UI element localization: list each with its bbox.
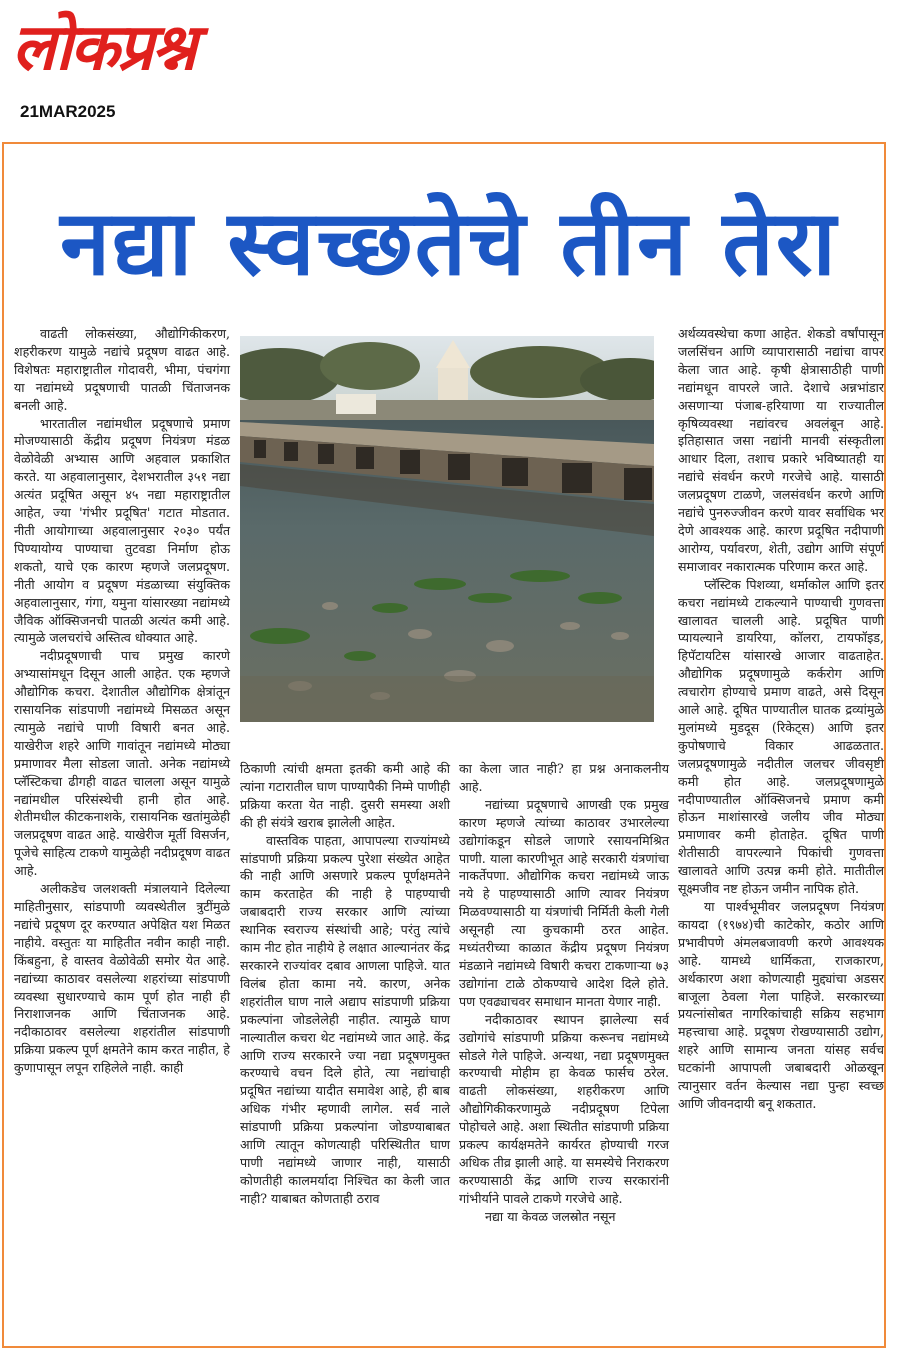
- masthead-title: लोकप्रश्न: [12, 11, 195, 85]
- paragraph: या पार्श्वभूमीवर जलप्रदूषण नियंत्रण कायदा (१९७४)ची काटेकोर, कठोर आणि प्रभावीपणे अंमलबजावणी करणे आवश्यक आहे. यामध्ये धार्मिकता, राजकारण, अर्थकारण अशा कोणत्याही मुद्द्यांचा अडसर बाजूला ठेवला गेला पाहिजे. सरकारच्या प्रयत्नांसोबत नागरिकांचाही सक्रिय सहभाग महत्त्वाचा आहे. प्रदूषण रोखण्यासाठी उद्योग, शहरे आणि सामान्य जनता यांसह सर्वच घटकांनी आपापली जबाबदारी ओळखून त्यानुसार वर्तन केल्यास नद्या पुन्हा स्वच्छ आणि जीवनदायी बनू शकतात.: [678, 899, 884, 1111]
- article-column-4: [678, 325, 884, 1340]
- article-column-1: [14, 325, 230, 1340]
- paragraph: प्लॅस्टिक पिशव्या, थर्माकोल आणि इतर कचरा नद्यांमध्ये टाकल्याने पाण्याची गुणवत्ता खालावत चालली आहे. प्रदूषित पाणी प्यायल्याने डायरिया, कॉलरा, टायफॉइड, हिपॅटायटिस यांसारखे आजार वाढताहेत. औद्योगिक प्रदूषणामुळे कर्करोग आणि त्वचारोग होण्याचे प्रमाण वाढते, असे दिसून आले आहे. दूषित पाण्यातील घातक द्रव्यांमुळे मुलांमध्ये मुडदूस (रिकेट्स) आणि इतर कुपोषणाचे विकार आढळतात. जलप्रदूषणामुळे नदीतील जलचर जीवसृष्टी कमी होत आहे. जलप्रदूषणामुळे नदीपाण्यातील ऑक्सिजनचे प्रमाण कमी होऊन माशांसारखे जलीय जीव मोठ्या प्रमाणावर कमी होताहेत. दूषित पाणी शेतीसाठी वापरल्याने पिकांची गुणवत्ता खालावते आणि उत्पन्न कमी होते. मातीतील सूक्ष्मजीव नष्ट होऊन जमीन नापिक होते.: [678, 576, 884, 897]
- article-column-2: [240, 760, 450, 1340]
- masthead-logo: [8, 4, 298, 104]
- paragraph: ठिकाणी त्यांची क्षमता इतकी कमी आहे की त्यांना गटारातील घाण पाण्यापैकी निम्मे पाणीही प्रक्रिया करता येत नाही. दुसरी समस्या अशी की ही संयंत्रे खराब झालेली आहेत.: [240, 761, 450, 830]
- paragraph: नद्यांच्या प्रदूषणाचे आणखी एक प्रमुख कारण म्हणजे त्यांच्या काठावर उभारलेल्या उद्योगांकडून सोडले जाणारे रसायनमिश्रित पाणी. याला कारणीभूत आहे सरकारी यंत्रणांचा नाकर्तेपणा. औद्योगिक कचरा नद्यांमध्ये जाऊ नये हे पाहण्यासाठी आणि त्यावर नियंत्रण मिळवण्यासाठी या यंत्रणांची निर्मिती केली गेली असूनही त्या कुचकामी ठरत आहेत. मध्यंतरीच्या काळात केंद्रीय प्रदूषण नियंत्रण मंडळाने नद्यांमध्ये विषारी कचरा टाकणार्‍या ७३ उद्योगांना टाळे ठोकण्याचे आदेश दिले होते. पण एवढ्याचवर समाधान मानता येणार नाही.: [459, 796, 669, 1009]
- article-column-3: [459, 760, 669, 1340]
- paragraph: वाढती लोकसंख्या, औद्योगिकीकरण, शहरीकरण यामुळे नद्यांचे प्रदूषण वाढत आहे. विशेषतः महाराष्ट्रातील गोदावरी, भीमा, पंचगंगा या नद्यांमध्ये प्रदूषणाची पातळी चिंताजनक बनली आहे.: [14, 326, 230, 413]
- issue-date: 21MAR2025: [20, 102, 116, 121]
- paragraph: नदीप्रदूषणाची पाच प्रमुख कारणे अभ्यासांमधून दिसून आली आहेत. एक म्हणजे औद्योगिक कचरा. देशातील औद्योगिक क्षेत्रांतून रासायनिक सांडपाणी नद्यांमध्ये मिसळत असून त्यामुळे नद्यांचे पाणी विषारी बनत आहे. याखेरीज शहरे आणि गावांतून नद्यांमध्ये मोठ्या प्रमाणावर मैला सोडला जातो. अनेक नद्यांमध्ये प्लॅस्टिकचा ढीगही वाढत चालला असून यामुळे नद्यांमधील परिसंस्थेची हानी होत आहे. शेतीमधील कीटकनाशके, रासायनिक खतांमुळेही जलप्रदूषण वाढत आहे. याखेरीज मूर्ती विसर्जन, पूजेचे साहित्य टाकणे यामुळेही नदीप्रदूषण वाढत आहे.: [14, 648, 230, 879]
- paragraph: वास्तविक पाहता, आपापल्या राज्यांमध्ये सांडपाणी प्रक्रिया प्रकल्प पुरेशा संख्येत आहेत की नाही आणि असणारे प्रकल्प पूर्णक्षमतेने काम करताहेत की नाही हे पाहण्याची जबाबदारी राज्य सरकार आणि त्यांच्या स्थानिक स्वराज्य संस्थांची आहे; परंतु त्यांचे काम नीट होत नाहीये हे लक्षात आल्यानंतर केंद्र सरकारने राज्यांवर दबाव आणला पाहिजे. यात विलंब होता कामा नये. कारण, अनेक शहरांतील घाण नाले अद्याप सांडपाणी प्रक्रिया प्रकल्पांना जोडलेलेही नाहीत. त्यामुळे घाण नाल्यातील कचरा थेट नद्यांमध्ये जात आहे. केंद्र आणि राज्य सरकारने ज्या नद्या प्रदूषणमुक्त करण्याचे वचन दिले होते, त्या नद्यांचाही प्रदूषित नद्यांच्या यादीत समावेश आहे, ही बाब अधिक गंभीर म्हणावी लागेल. सर्व नाले सांडपाणी प्रक्रिया प्रकल्पांना जोडण्याबाबत आणि त्यातून कोणत्याही परिस्थितीत घाण पाणी नद्यांमध्ये जाणार नाही, यासाठी कोणतीही कालमर्यादा निश्चित का केली जात नाही? याबाबत कोणताही ठराव: [240, 832, 450, 1206]
- article-headline: नद्या स्वच्छतेचे तीन तेरा: [60, 191, 838, 296]
- paragraph: नद्या या केवळ जलस्रोत नसून: [485, 1208, 616, 1224]
- paragraph: अलीकडेच जलशक्ती मंत्रालयाने दिलेल्या माहितीनुसार, सांडपाणी व्यवस्थेतील त्रुटींमुळे नद्यांचे प्रदूषण दूर करण्यात अपेक्षित यश मिळत नाहीये. वस्तुतः या माहितीत नवीन काही नाही. किंबहुना, हे वास्तव वेळोवेळी समोर येत आहे. नद्यांच्या काठावर वसलेल्या शहरांच्या सांडपाणी व्यवस्था सुधारण्याचे काम पूर्ण होत नाही ही निराशाजनक आणि चिंताजनक आहे. नदीकाठावर वसलेल्या शहरांतील सांडपाणी प्रक्रिया प्रकल्प पूर्ण क्षमतेने काम करत नाहीत, हे कुणापासून लपून राहिलेले नाही. काही: [14, 881, 230, 1076]
- paragraph: भारतातील नद्यांमधील प्रदूषणाचे प्रमाण मोजण्यासाठी केंद्रीय प्रदूषण नियंत्रण मंडळ वेळोवेळी अभ्यास आणि अहवाल प्रकाशित करते. या अहवालानुसार, देशभरातील ३५१ नद्या अत्यंत प्रदूषित असून ४५ नद्या महाराष्ट्रातील आहेत, ज्या 'गंभीर प्रदूषित' गटात मोडतात. नीती आयोगाच्या अहवालानुसार २०३० पर्यंत पिण्यायोग्य पाण्याचा तुटवडा निर्माण होऊ शकतो, याचे एक कारण म्हणजे जलप्रदूषण. नीती आयोग व प्रदूषण मंडळाच्या संयुक्तिक अहवालानुसार, गंगा, यमुना यांसारख्या नद्यांमध्ये जैविक ऑक्सिजनची पातळी अत्यंत कमी आहे. त्यामुळे जलचरांचे अस्तित्व धोक्यात आहे.: [14, 415, 230, 646]
- paragraph: नदीकाठावर स्थापन झालेल्या सर्व उद्योगांचे सांडपाणी प्रक्रिया करूनच नद्यांमध्ये सोडले गेले पाहिजे. अन्यथा, नद्या प्रदूषणमुक्त करण्याची मोहीम हा केवळ फार्सच ठरेल. वाढती लोकसंख्या, शहरीकरण आणि औद्योगिकीकरणामुळे नदीप्रदूषण टिपेला पोहोचले आहे. अशा स्थितीत सांडपाणी प्रक्रिया प्रकल्प कार्यक्षमतेने कार्यरत होण्याची गरज अधिक तीव्र झाली आहे. या समस्येचे निराकरण करण्यासाठी केंद्र आणि राज्य सरकारांनी गांभीर्याने पावले टाकणे गरजेचे आहे.: [459, 1011, 669, 1206]
- river-bridge-photo: [240, 336, 654, 722]
- paragraph: अर्थव्यवस्थेचा कणा आहेत. शेकडो वर्षांपासून जलसिंचन आणि व्यापारासाठी नद्यांचा वापर केला जात आहे. कृषी क्षेत्रासाठीही पाणी नद्यांमधून वापरले जाते. देशाचे अन्नभांडार असणार्‍या पंजाब-हरियाणा या राज्यातील कृषिव्यवस्था नद्यांवरच अवलंबून आहे. इतिहासात जसा नद्यांनी मानवी संस्कृतीला आधार दिला, तशाच प्रकारे भविष्यातही या नद्यांचे संवर्धन करणे गरजेचे आहे. यासाठी जलप्रदूषण टाळणे, जलसंवर्धन करणे आणि नद्यांचे पुनरुज्जीवन करणे यावर सर्वाधिक भर देणे आवश्यक आहे. कारण प्रदूषित नदीपाणी आरोग्य, पर्यावरण, शेती, उद्योग आणि संपूर्ण समाजावर नकारात्मक परिणाम करत आहे.: [678, 326, 884, 574]
- paragraph: का केला जात नाही? हा प्रश्न अनाकलनीय आहे.: [459, 761, 669, 794]
